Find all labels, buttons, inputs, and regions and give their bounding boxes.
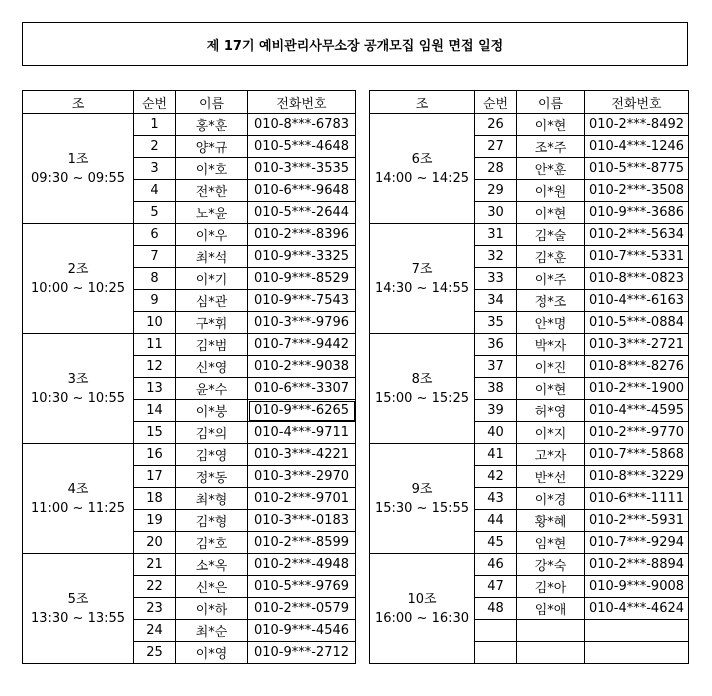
group-cell xyxy=(370,114,475,224)
order-number-cell: 33 xyxy=(475,268,517,290)
name-cell: 이*현 xyxy=(517,378,585,400)
order-number-cell: 30 xyxy=(475,202,517,224)
name-cell: 이*원 xyxy=(517,180,585,202)
name-cell: 정*조 xyxy=(517,290,585,312)
order-number-cell: 16 xyxy=(134,444,176,466)
number-header: 순번 xyxy=(134,91,176,114)
schedule-body-left xyxy=(23,114,356,664)
order-number-cell: 40 xyxy=(475,422,517,444)
phone-cell: 010-2***-0579 xyxy=(248,598,356,620)
order-number-cell: 41 xyxy=(475,444,517,466)
schedule-table-left xyxy=(22,90,356,664)
group-cell xyxy=(370,554,475,664)
order-number-cell: 9 xyxy=(134,290,176,312)
name-cell: 임*애 xyxy=(517,598,585,620)
name-cell: 신*영 xyxy=(176,356,248,378)
name-cell: 노*윤 xyxy=(176,202,248,224)
order-number-cell: 32 xyxy=(475,246,517,268)
order-number-cell: 1 xyxy=(134,114,176,136)
name-cell: 허*영 xyxy=(517,400,585,422)
phone-cell: 010-6***-1111 xyxy=(585,488,689,510)
name-cell: 이*붕 xyxy=(176,400,248,422)
group-time: 09:30 ~ 09:55 xyxy=(30,170,126,186)
group-cell xyxy=(23,224,134,334)
group-label: 1조 xyxy=(67,151,89,167)
name-cell: 안*훈 xyxy=(517,158,585,180)
name-cell xyxy=(517,642,585,664)
table-row xyxy=(23,334,356,356)
name-cell: 전*한 xyxy=(176,180,248,202)
number-header: 순번 xyxy=(475,91,517,114)
order-number-cell: 7 xyxy=(134,246,176,268)
group-label: 4조 xyxy=(67,481,89,497)
order-number-cell: 20 xyxy=(134,532,176,554)
name-cell: 김*의 xyxy=(176,422,248,444)
name-cell: 김*술 xyxy=(517,224,585,246)
phone-cell: 010-3***-4221 xyxy=(248,444,356,466)
name-cell: 이*기 xyxy=(176,268,248,290)
phone-cell: 010-3***-0183 xyxy=(248,510,356,532)
group-header: 조 xyxy=(23,91,134,114)
table-row xyxy=(23,224,356,246)
order-number-cell: 23 xyxy=(134,598,176,620)
order-number-cell: 42 xyxy=(475,466,517,488)
name-cell: 소*옥 xyxy=(176,554,248,576)
order-number-cell: 44 xyxy=(475,510,517,532)
phone-cell: 010-4***-9711 xyxy=(248,422,356,444)
header-row xyxy=(370,91,689,114)
phone-cell: 010-9***-3686 xyxy=(585,202,689,224)
phone-cell: 010-5***-2644 xyxy=(248,202,356,224)
name-cell: 정*동 xyxy=(176,466,248,488)
order-number-cell: 36 xyxy=(475,334,517,356)
name-cell: 이*주 xyxy=(517,268,585,290)
phone-cell: 010-4***-6163 xyxy=(585,290,689,312)
phone-cell: 010-4***-1246 xyxy=(585,136,689,158)
name-cell: 이*영 xyxy=(176,642,248,664)
order-number-cell: 18 xyxy=(134,488,176,510)
order-number-cell: 39 xyxy=(475,400,517,422)
group-cell xyxy=(23,554,134,664)
phone-cell: 010-9***-9008 xyxy=(585,576,689,598)
name-cell xyxy=(517,620,585,642)
phone-cell: 010-8***-3229 xyxy=(585,466,689,488)
order-number-cell: 12 xyxy=(134,356,176,378)
order-number-cell: 13 xyxy=(134,378,176,400)
phone-header: 전화번호 xyxy=(585,91,689,114)
order-number-cell: 28 xyxy=(475,158,517,180)
group-time: 15:30 ~ 15:55 xyxy=(374,500,470,516)
schedule-table-right xyxy=(369,90,689,664)
phone-cell: 010-7***-9442 xyxy=(248,334,356,356)
table-row xyxy=(370,444,689,466)
group-cell xyxy=(23,114,134,224)
phone-cell: 010-4***-4624 xyxy=(585,598,689,620)
name-cell: 김*영 xyxy=(176,444,248,466)
group-label: 2조 xyxy=(67,261,89,277)
group-time: 10:00 ~ 10:25 xyxy=(30,280,126,296)
phone-cell: 010-3***-3535 xyxy=(248,158,356,180)
name-cell: 이*경 xyxy=(517,488,585,510)
name-cell: 김*훈 xyxy=(517,246,585,268)
phone-cell: 010-2***-8894 xyxy=(585,554,689,576)
name-cell: 고*자 xyxy=(517,444,585,466)
phone-cell: 010-7***-5868 xyxy=(585,444,689,466)
order-number-cell: 2 xyxy=(134,136,176,158)
group-header: 조 xyxy=(370,91,475,114)
order-number-cell: 43 xyxy=(475,488,517,510)
order-number-cell: 17 xyxy=(134,466,176,488)
order-number-cell: 31 xyxy=(475,224,517,246)
name-cell: 이*하 xyxy=(176,598,248,620)
order-number-cell: 19 xyxy=(134,510,176,532)
name-cell: 이*현 xyxy=(517,202,585,224)
order-number-cell: 5 xyxy=(134,202,176,224)
schedule-body-right xyxy=(370,114,689,664)
group-time: 16:00 ~ 16:30 xyxy=(374,610,470,626)
phone-cell: 010-8***-0823 xyxy=(585,268,689,290)
order-number-cell: 38 xyxy=(475,378,517,400)
phone-cell: 010-2***-9770 xyxy=(585,422,689,444)
phone-cell: 010-6***-3307 xyxy=(248,378,356,400)
phone-header: 전화번호 xyxy=(248,91,356,114)
group-time: 14:00 ~ 14:25 xyxy=(374,170,470,186)
phone-cell: 010-8***-8276 xyxy=(585,356,689,378)
phone-cell: 010-2***-4948 xyxy=(248,554,356,576)
phone-cell: 010-2***-9701 xyxy=(248,488,356,510)
phone-cell: 010-2***-5634 xyxy=(585,224,689,246)
name-cell: 이*지 xyxy=(517,422,585,444)
order-number-cell: 22 xyxy=(134,576,176,598)
name-cell: 강*숙 xyxy=(517,554,585,576)
name-cell: 이*진 xyxy=(517,356,585,378)
group-time: 13:30 ~ 13:55 xyxy=(30,610,126,626)
order-number-cell: 3 xyxy=(134,158,176,180)
name-cell: 양*규 xyxy=(176,136,248,158)
order-number-cell: 48 xyxy=(475,598,517,620)
group-time: 11:00 ~ 11:25 xyxy=(30,500,126,516)
table-row xyxy=(370,334,689,356)
table-row xyxy=(23,114,356,136)
name-cell: 황*혜 xyxy=(517,510,585,532)
phone-cell: 010-9***-2712 xyxy=(248,642,356,664)
group-cell xyxy=(370,224,475,334)
name-cell: 조*주 xyxy=(517,136,585,158)
name-cell: 반*선 xyxy=(517,466,585,488)
phone-cell: 010-2***-8599 xyxy=(248,532,356,554)
name-cell: 신*은 xyxy=(176,576,248,598)
order-number-cell: 34 xyxy=(475,290,517,312)
phone-cell: 010-7***-5331 xyxy=(585,246,689,268)
header-row xyxy=(23,91,356,114)
group-label: 8조 xyxy=(411,371,433,387)
name-cell: 김*범 xyxy=(176,334,248,356)
phone-cell: 010-2***-9038 xyxy=(248,356,356,378)
name-cell: 홍*훈 xyxy=(176,114,248,136)
phone-cell xyxy=(585,642,689,664)
name-cell: 최*형 xyxy=(176,488,248,510)
phone-cell: 010-4***-4595 xyxy=(585,400,689,422)
order-number-cell: 25 xyxy=(134,642,176,664)
group-label: 5조 xyxy=(67,591,89,607)
order-number-cell: 24 xyxy=(134,620,176,642)
phone-cell: 010-9***-8529 xyxy=(248,268,356,290)
group-time: 14:30 ~ 14:55 xyxy=(374,280,470,296)
order-number-cell: 6 xyxy=(134,224,176,246)
order-number-cell: 29 xyxy=(475,180,517,202)
order-number-cell: 35 xyxy=(475,312,517,334)
order-number-cell: 21 xyxy=(134,554,176,576)
document-title: 제 17기 예비관리사무소장 공개모집 임원 면접 일정 xyxy=(22,22,688,66)
name-cell: 임*현 xyxy=(517,532,585,554)
order-number-cell xyxy=(475,620,517,642)
phone-cell: 010-2***-1900 xyxy=(585,378,689,400)
phone-cell: 010-5***-4648 xyxy=(248,136,356,158)
name-header: 이름 xyxy=(517,91,585,114)
name-cell: 김*형 xyxy=(176,510,248,532)
phone-cell: 010-2***-8492 xyxy=(585,114,689,136)
order-number-cell: 27 xyxy=(475,136,517,158)
table-row xyxy=(23,554,356,576)
group-label: 10조 xyxy=(407,591,437,607)
name-header: 이름 xyxy=(176,91,248,114)
phone-cell: 010-2***-8396 xyxy=(248,224,356,246)
group-cell xyxy=(23,334,134,444)
table-row xyxy=(370,114,689,136)
name-cell: 이*현 xyxy=(517,114,585,136)
name-cell: 구*휘 xyxy=(176,312,248,334)
phone-cell: 010-5***-8775 xyxy=(585,158,689,180)
order-number-cell: 47 xyxy=(475,576,517,598)
phone-cell: 010-5***-0884 xyxy=(585,312,689,334)
name-cell: 김*아 xyxy=(517,576,585,598)
phone-cell: 010-9***-7543 xyxy=(248,290,356,312)
table-row xyxy=(370,554,689,576)
table-row xyxy=(370,224,689,246)
phone-cell: 010-9***-3325 xyxy=(248,246,356,268)
table-row xyxy=(23,444,356,466)
order-number-cell: 46 xyxy=(475,554,517,576)
phone-cell: 010-6***-9648 xyxy=(248,180,356,202)
phone-cell: 010-3***-9796 xyxy=(248,312,356,334)
phone-cell: 010-8***-6783 xyxy=(248,114,356,136)
phone-cell: 010-2***-5931 xyxy=(585,510,689,532)
order-number-cell xyxy=(475,642,517,664)
phone-cell: 010-3***-2970 xyxy=(248,466,356,488)
order-number-cell: 8 xyxy=(134,268,176,290)
name-cell: 이*우 xyxy=(176,224,248,246)
name-cell: 김*호 xyxy=(176,532,248,554)
name-cell: 윤*수 xyxy=(176,378,248,400)
group-cell xyxy=(23,444,134,554)
order-number-cell: 15 xyxy=(134,422,176,444)
phone-cell: 010-9***-4546 xyxy=(248,620,356,642)
phone-cell: 010-9***-6265 xyxy=(248,400,356,422)
order-number-cell: 11 xyxy=(134,334,176,356)
order-number-cell: 26 xyxy=(475,114,517,136)
phone-cell: 010-3***-2721 xyxy=(585,334,689,356)
name-cell: 최*순 xyxy=(176,620,248,642)
group-label: 9조 xyxy=(411,481,433,497)
phone-cell: 010-5***-9769 xyxy=(248,576,356,598)
name-cell: 박*자 xyxy=(517,334,585,356)
order-number-cell: 14 xyxy=(134,400,176,422)
group-time: 15:00 ~ 15:25 xyxy=(374,390,470,406)
order-number-cell: 4 xyxy=(134,180,176,202)
name-cell: 심*관 xyxy=(176,290,248,312)
group-label: 7조 xyxy=(411,261,433,277)
group-label: 6조 xyxy=(411,151,433,167)
phone-cell: 010-2***-3508 xyxy=(585,180,689,202)
group-label: 3조 xyxy=(67,371,89,387)
phone-cell xyxy=(585,620,689,642)
group-cell xyxy=(370,334,475,444)
order-number-cell: 45 xyxy=(475,532,517,554)
phone-cell: 010-7***-9294 xyxy=(585,532,689,554)
order-number-cell: 10 xyxy=(134,312,176,334)
name-cell: 이*호 xyxy=(176,158,248,180)
group-time: 10:30 ~ 10:55 xyxy=(30,390,126,406)
name-cell: 최*석 xyxy=(176,246,248,268)
order-number-cell: 37 xyxy=(475,356,517,378)
group-cell xyxy=(370,444,475,554)
name-cell: 안*명 xyxy=(517,312,585,334)
